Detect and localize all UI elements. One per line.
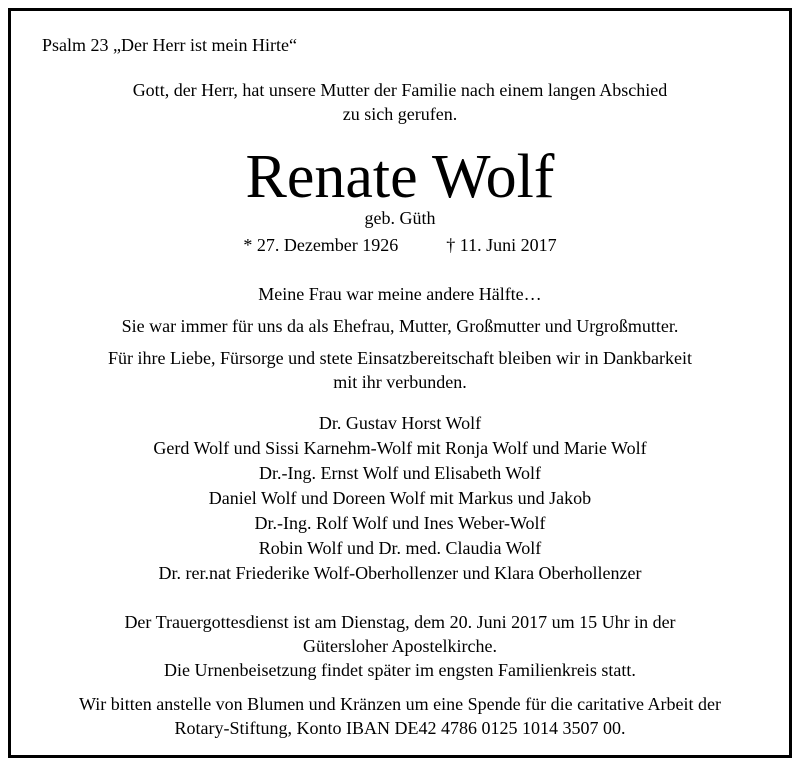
birth-name: geb. Güth [364, 208, 436, 228]
mourner-6: Robin Wolf und Dr. med. Claudia Wolf [258, 538, 542, 558]
mourner-7: Dr. rer.nat Friederike Wolf-Oberhollenzer und Klara Oberhollenzer [158, 563, 642, 583]
donation-line-1: Wir bitten anstelle von Blumen und Kränzen um eine Spende für die caritative Arbeit der [78, 694, 722, 714]
intro-line-2: zu sich gerufen. [342, 104, 458, 124]
tribute-line-2: Sie war immer für uns da als Ehefrau, Mutter, Großmutter und Urgroßmutter. [121, 316, 679, 336]
mourner-4: Daniel Wolf und Doreen Wolf mit Markus und Jakob [208, 488, 592, 508]
service-line-1: Der Trauergottesdienst ist am Dienstag, dem 20. Juni 2017 um 15 Uhr in der [124, 612, 676, 632]
mourner-5: Dr.-Ing. Rolf Wolf und Ines Weber-Wolf [254, 513, 546, 533]
mourner-1: Dr. Gustav Horst Wolf [318, 413, 482, 433]
death-date: † 11. Juni 2017 [446, 235, 557, 255]
tribute-line-4: mit ihr verbunden. [333, 372, 467, 392]
tribute-line-1: Meine Frau war meine andere Hälfte… [258, 284, 542, 304]
tribute-line-3: Für ihre Liebe, Fürsorge und stete Einsatzbereitschaft bleiben wir in Dankbarkeit [108, 348, 692, 368]
birth-date: * 27. Dezember 1926 [243, 235, 399, 255]
mourner-2: Gerd Wolf und Sissi Karnehm-Wolf mit Ronja Wolf und Marie Wolf [153, 438, 647, 458]
intro-line-1: Gott, der Herr, hat unsere Mutter der Familie nach einem langen Abschied [132, 80, 668, 100]
life-dates [11, 233, 789, 257]
psalm-quote: Psalm 23 „Der Herr ist mein Hirte“ [42, 35, 297, 55]
obituary-notice [8, 8, 792, 758]
deceased-name: Renate Wolf [245, 143, 555, 211]
mourner-3: Dr.-Ing. Ernst Wolf und Elisabeth Wolf [259, 463, 541, 483]
service-line-3: Die Urnenbeisetzung findet später im engsten Familienkreis statt. [164, 660, 636, 680]
service-line-2: Gütersloher Apostelkirche. [303, 636, 497, 656]
donation-line-2: Rotary-Stiftung, Konto IBAN DE42 4786 0125 1014 3507 00. [174, 718, 626, 738]
